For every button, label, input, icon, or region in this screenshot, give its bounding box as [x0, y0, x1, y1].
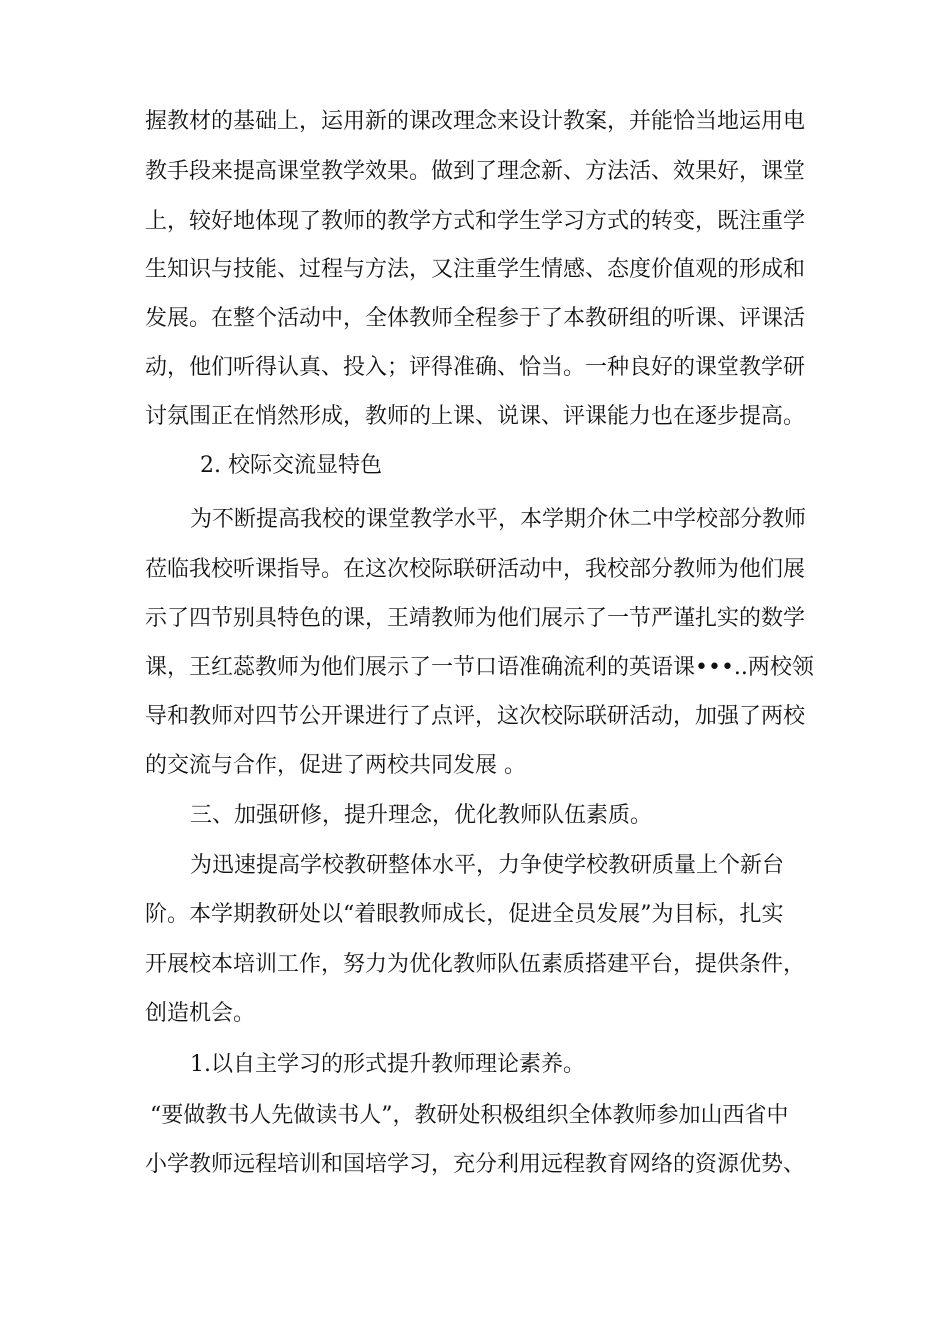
paragraph-line: 上，较好地体现了教师的教学方式和学生学习方式的转变，既注重学 — [145, 209, 806, 234]
paragraph-line: 动，他们听得认真、投入；评得准确、恰当。一种良好的课堂教学研 — [145, 355, 806, 380]
paragraph-line: 课，王红蕊教师为他们展示了一节口语准确流利的英语课•••..两校领 — [145, 655, 814, 680]
section-heading: 2. 校际交流显特色 — [200, 453, 382, 478]
paragraph-line: 莅临我校听课指导。在这次校际联研活动中，我校部分教师为他们展 — [145, 557, 806, 582]
paragraph-line: 讨氛围正在悄然形成，教师的上课、说课、评课能力也在逐步提高。 — [145, 404, 806, 429]
paragraph-line: “要做教书人先做读书人”，教研处积极组织全体教师参加山西省中 — [150, 1103, 789, 1128]
section-heading: 三、加强研修，提升理念，优化教师队伍素质。 — [190, 803, 653, 828]
paragraph-line: 导和教师对四节公开课进行了点评，这次校际联研活动，加强了两校 — [145, 704, 806, 729]
paragraph-line: 示了四节别具特色的课，王靖教师为他们展示了一节严谨扎实的数学 — [145, 606, 806, 631]
paragraph-line: 生知识与技能、过程与方法，又注重学生情感、态度价值观的形成和 — [145, 257, 806, 282]
paragraph-line: 为不断提高我校的课堂教学水平，本学期介休二中学校部分教师 — [190, 507, 807, 532]
paragraph-line: 小学教师远程培训和国培学习，充分利用远程教育网络的资源优势、 — [145, 1152, 806, 1177]
paragraph-line: 握教材的基础上，运用新的课改理念来设计教案，并能恰当地运用电 — [145, 109, 806, 134]
paragraph-line: 为迅速提高学校教研整体水平，力争使学校教研质量上个新台 — [190, 853, 785, 878]
paragraph-line: 开展校本培训工作，努力为优化教师队伍素质搭建平台，提供条件， — [145, 952, 806, 977]
paragraph-line: 教手段来提高课堂教学效果。做到了理念新、方法活、效果好，课堂 — [145, 159, 806, 184]
paragraph-line: 发展。在整个活动中，全体教师全程参于了本教研组的听课、评课活 — [145, 306, 806, 331]
paragraph-line: 创造机会。 — [145, 1001, 256, 1026]
paragraph-line: 的交流与合作，促进了两校共同发展 。 — [145, 753, 526, 778]
subsection-heading: 1.以自主学习的形式提升教师理论素养。 — [190, 1052, 585, 1077]
paragraph-line: 阶。本学期教研处以“着眼教师成长，促进全员发展”为目标，扎实 — [145, 902, 784, 927]
